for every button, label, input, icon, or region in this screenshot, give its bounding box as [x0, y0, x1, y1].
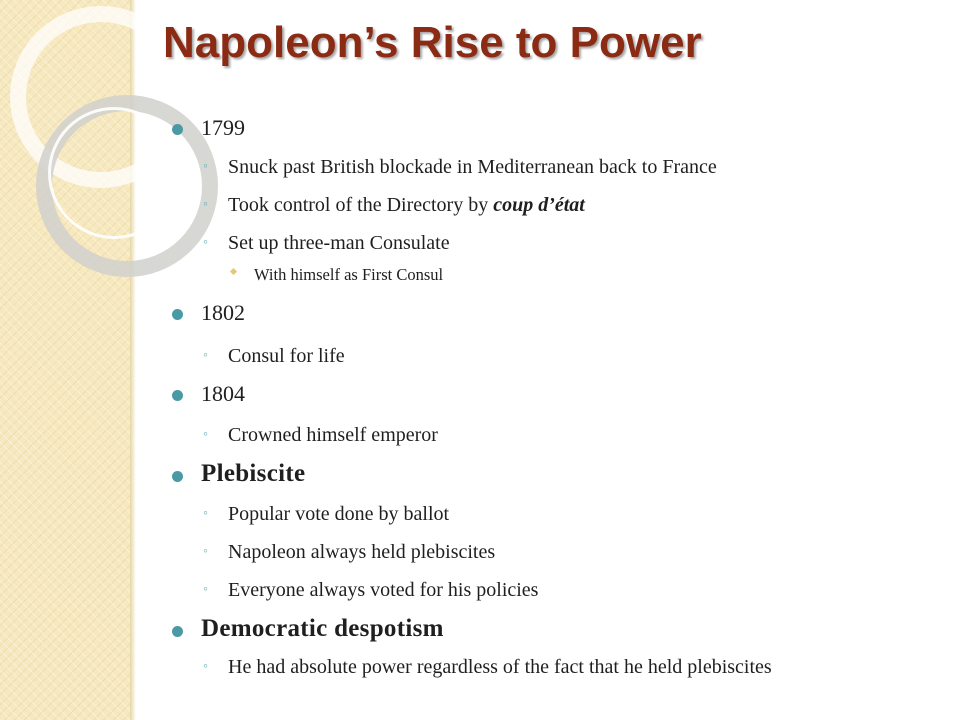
list-subitem-label: Popular vote done by ballot — [228, 503, 450, 525]
list-item-label: 1804 — [201, 381, 245, 406]
list-subitem-label: Took control of the Directory by — [228, 194, 494, 216]
list-item — [170, 381, 910, 407]
bullet-list — [170, 115, 910, 679]
decorative-ring-icon — [48, 107, 180, 239]
bullet-dot-icon — [172, 471, 183, 482]
list-subsubitem-label: With himself as First Consul — [254, 265, 444, 284]
hollow-bullet-icon: ◦ — [203, 659, 208, 674]
hollow-bullet-icon: ◦ — [203, 544, 208, 559]
list-subsubitem — [170, 265, 910, 285]
diamond-bullet-icon — [230, 268, 237, 275]
list-subitem — [170, 423, 910, 447]
list-subitem-label: Consul for life — [228, 345, 345, 367]
list-item — [170, 300, 910, 326]
list-item — [170, 460, 910, 488]
list-subitem — [170, 578, 910, 602]
list-subitem-label: Napoleon always held plebiscites — [228, 541, 496, 563]
list-item — [170, 115, 910, 141]
list-item-label: 1802 — [201, 300, 245, 325]
slide-title: Napoleon’s Rise to Power — [163, 18, 702, 67]
list-item-label: Democratic despotism — [201, 615, 444, 642]
list-subitem-label: He had absolute power regardless of the fact that he held plebiscites — [228, 656, 772, 678]
list-subitem — [170, 540, 910, 564]
list-subitem — [170, 655, 868, 679]
bullet-dot-icon — [172, 309, 183, 320]
hollow-bullet-icon: ◦ — [203, 348, 208, 363]
hollow-bullet-icon: ◦ — [203, 159, 208, 174]
list-subitem — [170, 502, 910, 526]
hollow-bullet-icon: ◦ — [203, 582, 208, 597]
bullet-dot-icon — [172, 626, 183, 637]
list-item — [170, 615, 910, 643]
list-subitem — [170, 155, 910, 179]
list-item-label: 1799 — [201, 115, 245, 140]
list-item-label: Plebiscite — [201, 460, 306, 487]
list-subitem — [170, 344, 910, 368]
list-subitem — [170, 231, 910, 255]
hollow-bullet-icon: ◦ — [203, 506, 208, 521]
bullet-dot-icon — [172, 124, 183, 135]
list-subitem-label: Snuck past British blockade in Mediterranean back to France — [228, 156, 717, 178]
hollow-bullet-icon: ◦ — [203, 235, 208, 250]
hollow-bullet-icon: ◦ — [203, 427, 208, 442]
hollow-bullet-icon: ◦ — [203, 197, 208, 212]
list-subitem-label: Set up three-man Consulate — [228, 232, 450, 254]
list-subitem — [170, 193, 910, 217]
list-subitem-label: Crowned himself emperor — [228, 424, 438, 446]
coup-emphasis: coup d’état — [493, 194, 585, 216]
bullet-dot-icon — [172, 390, 183, 401]
list-subitem-label: Everyone always voted for his policies — [228, 579, 539, 601]
